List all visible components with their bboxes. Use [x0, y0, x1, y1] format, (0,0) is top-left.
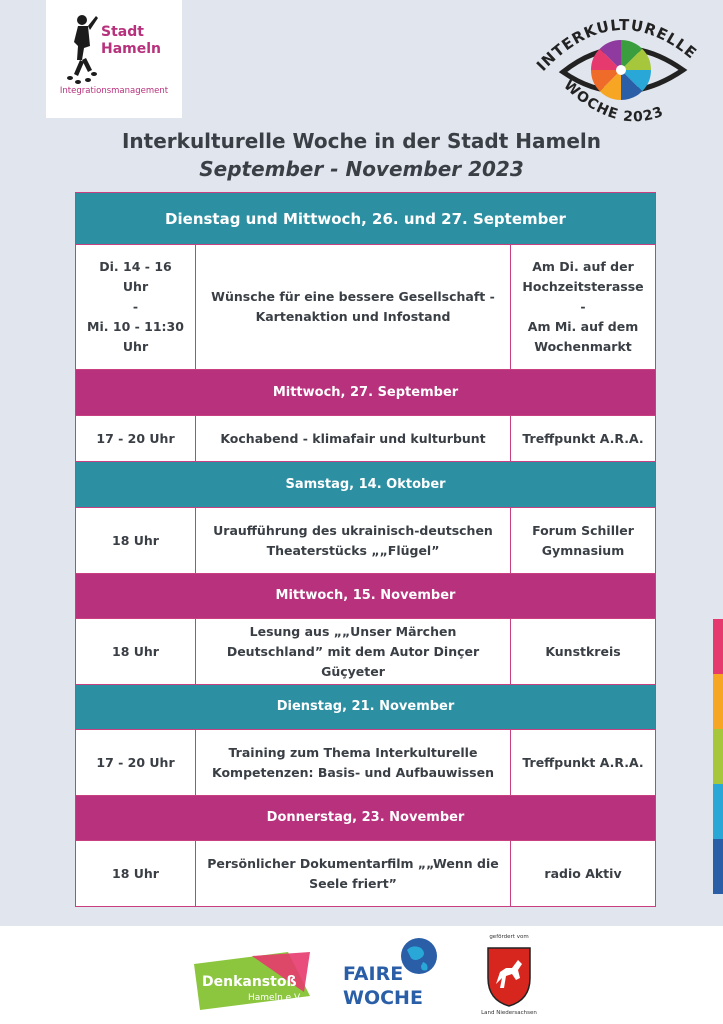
date-header-row	[76, 462, 656, 508]
event-time-line: Uhr	[122, 279, 149, 294]
event-time-line: Di. 14 - 16	[99, 259, 172, 274]
event-location: Treffpunkt A.R.A.	[511, 416, 656, 462]
event-time: 17 - 20 Uhr	[76, 730, 196, 796]
event-title: Training zum Thema Interkulturelle Kompetenzen: Basis- und Aufbauwissen	[196, 730, 511, 796]
event-time: 18 Uhr	[76, 619, 196, 685]
event-title: Wünsche für eine bessere Gesellschaft - Kartenaktion und Infostand	[196, 245, 511, 370]
logo-city-line1: Stadt	[101, 24, 144, 40]
globe-icon	[401, 938, 437, 974]
event-title: Kochabend - klimafair und kulturbunt	[196, 416, 511, 462]
page-subtitle: September - November 2023	[199, 157, 524, 181]
denkanstoss-logo	[192, 952, 310, 1010]
program-table	[75, 192, 656, 907]
event-location	[511, 245, 656, 370]
event-row	[76, 841, 656, 907]
denkanstoss-sub: Hameln e.V.	[248, 993, 302, 1003]
date-header-row	[76, 193, 656, 245]
stadt-hameln-logo	[46, 0, 182, 118]
date-header: Samstag, 14. Oktober	[76, 462, 656, 508]
event-time-line: -	[132, 299, 139, 314]
badge-bottom-text: WOCHE 2023	[560, 77, 667, 126]
date-header: Dienstag und Mittwoch, 26. und 27. September	[76, 193, 656, 245]
date-header: Donnerstag, 23. November	[76, 796, 656, 841]
event-time	[76, 245, 196, 370]
page-title: Interkulturelle Woche in der Stadt Hameln	[121, 129, 602, 153]
event-title: Persönlicher Dokumentarfilm „„Wenn die Seele friert”	[196, 841, 511, 907]
color-wheel-icon	[591, 40, 651, 100]
side-bar	[713, 619, 723, 674]
date-header: Mittwoch, 27. September	[76, 370, 656, 416]
side-bar	[713, 839, 723, 894]
event-location: Treffpunkt A.R.A.	[511, 730, 656, 796]
logo-city-line2: Hameln	[101, 41, 162, 57]
side-color-bars	[713, 619, 723, 894]
event-row	[76, 245, 656, 370]
event-location: Forum Schiller Gymnasium	[511, 508, 656, 574]
event-location-line: -	[580, 299, 586, 314]
event-row	[76, 730, 656, 796]
event-location-line: Wochenmarkt	[534, 339, 632, 354]
faire-line2: WOCHE	[343, 987, 423, 1009]
date-header-row	[76, 370, 656, 416]
date-header-row	[76, 685, 656, 730]
side-bar	[713, 674, 723, 729]
event-title: Uraufführung des ukrainisch-deutschen Theaterstücks „„Flügel”	[196, 508, 511, 574]
event-row	[76, 416, 656, 462]
event-time: 18 Uhr	[76, 841, 196, 907]
event-location: Kunstkreis	[511, 619, 656, 685]
event-location-line: Am Mi. auf dem	[527, 319, 639, 334]
date-header: Mittwoch, 15. November	[76, 574, 656, 619]
event-title: Lesung aus „„Unser Märchen Deutschland” mit dem Autor Dinçer Güçyeter	[196, 619, 511, 685]
logo-city-name	[101, 24, 161, 58]
faire-line1: FAIRE	[343, 963, 404, 985]
event-time: 18 Uhr	[76, 508, 196, 574]
denkanstoss-name: Denkanstoß	[202, 974, 297, 990]
pied-piper-icon	[64, 12, 100, 84]
nds-bottom-text: Land Niedersachsen	[481, 1010, 537, 1016]
badge-top-text: INTERKULTURELLE	[533, 15, 701, 75]
event-row	[76, 619, 656, 685]
interkulturelle-woche-logo	[533, 6, 711, 134]
date-header-row	[76, 796, 656, 841]
event-time-line: Mi. 10 - 11:30	[87, 319, 184, 334]
horse-shield-icon	[478, 944, 540, 1010]
side-bar	[713, 784, 723, 839]
event-location-line: Hochzeitsterasse	[522, 279, 644, 294]
event-time-line: Uhr	[122, 339, 149, 354]
side-bar	[713, 729, 723, 784]
event-location-line: Am Di. auf der	[532, 259, 634, 274]
faire-woche-logo	[341, 932, 441, 1014]
date-header: Dienstag, 21. November	[76, 685, 656, 730]
logo-subtitle: Integrationsmanagement	[59, 86, 169, 96]
event-location: radio Aktiv	[511, 841, 656, 907]
event-time: 17 - 20 Uhr	[76, 416, 196, 462]
date-header-row	[76, 574, 656, 619]
footer-logos	[0, 926, 723, 1024]
nds-top-text: gefördert vom	[489, 934, 529, 940]
event-row	[76, 508, 656, 574]
niedersachsen-logo	[478, 934, 540, 1020]
